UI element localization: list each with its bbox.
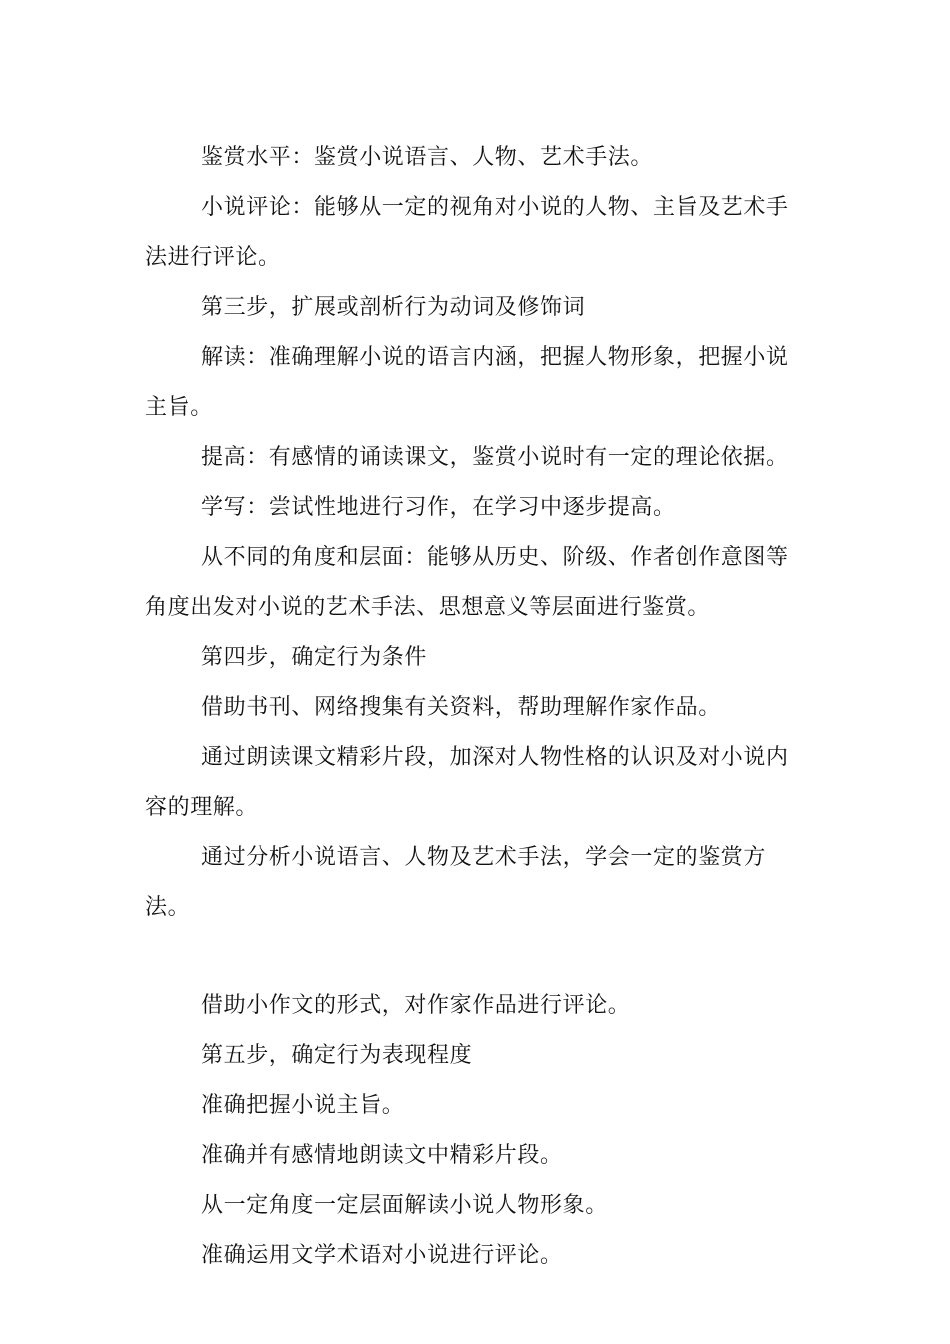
heading-step-four: 第四步，确定行为条件 bbox=[201, 645, 428, 670]
paragraph-novel-review: 小说评论：能够从一定的视角对小说的人物、主旨及艺术手法进行评论。 bbox=[145, 195, 789, 270]
paragraph-reading-aloud: 通过朗读课文精彩片段，加深对人物性格的认识及对小说内容的理解。 bbox=[145, 745, 789, 820]
paragraph-appreciation-level: 鉴赏水平：鉴赏小说语言、人物、艺术手法。 bbox=[201, 145, 654, 170]
paragraph-character-image: 从一定角度一定层面解读小说人物形象。 bbox=[201, 1193, 608, 1218]
paragraph-research: 借助书刊、网络搜集有关资料，帮助理解作家作品。 bbox=[201, 695, 721, 720]
document-page bbox=[145, 133, 807, 1281]
heading-step-five: 第五步，确定行为表现程度 bbox=[201, 1043, 473, 1068]
heading-step-three: 第三步，扩展或剖析行为动词及修饰词 bbox=[201, 295, 586, 320]
blank-line bbox=[145, 933, 807, 981]
paragraph-essay: 借助小作文的形式，对作家作品进行评论。 bbox=[201, 993, 631, 1018]
paragraph-improvement: 提高：有感情的诵读课文，鉴赏小说时有一定的理论依据。 bbox=[201, 445, 789, 470]
paragraph-analysis: 通过分析小说语言、人物及艺术手法，学会一定的鉴赏方法。 bbox=[145, 845, 767, 920]
paragraph-emotional-reading: 准确并有感情地朗读文中精彩片段。 bbox=[201, 1143, 563, 1168]
paragraph-theme: 准确把握小说主旨。 bbox=[201, 1093, 405, 1118]
paragraph-writing: 学写：尝试性地进行习作，在学习中逐步提高。 bbox=[201, 495, 676, 520]
paragraph-literary-terms: 准确运用文学术语对小说进行评论。 bbox=[201, 1243, 563, 1268]
paragraph-perspectives: 从不同的角度和层面：能够从历史、阶级、作者创作意图等角度出发对小说的艺术手法、思想意义等层面进行鉴赏。 bbox=[145, 545, 789, 620]
paragraph-interpretation: 解读：准确理解小说的语言内涵，把握人物形象，把握小说主旨。 bbox=[145, 345, 789, 420]
